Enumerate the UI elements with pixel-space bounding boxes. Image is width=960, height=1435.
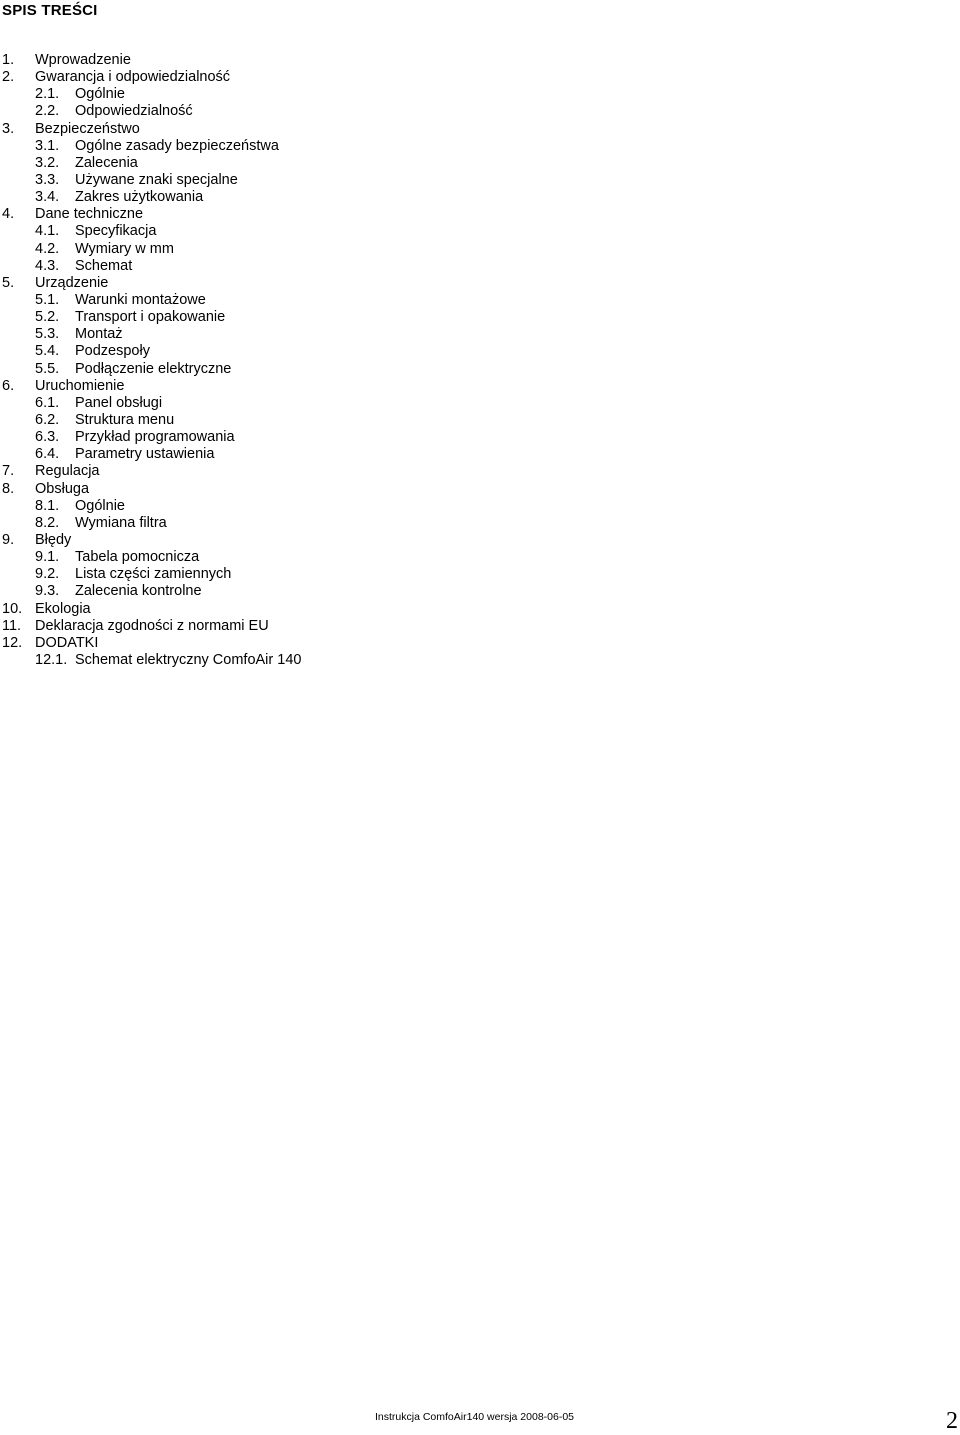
toc-entry-label: Dane techniczne <box>35 206 144 223</box>
toc-entry-number: 6.1. <box>35 394 60 411</box>
toc-entry-label: Bezpieczeństwo <box>35 120 140 137</box>
toc-entry-label: Obsługa <box>35 480 90 497</box>
toc-entry-number: 9.1. <box>35 549 60 566</box>
toc-entry-label: Wymiana filtra <box>75 514 167 531</box>
toc-entry-label: Schemat elektryczny ComfoAir 140 <box>75 651 302 668</box>
toc-entry-number: 5.2. <box>35 309 60 326</box>
toc-entry-number: 9.2. <box>35 566 60 583</box>
toc-entry-number: 12.1. <box>35 651 68 668</box>
toc-entry-label: Montaż <box>75 326 123 343</box>
toc-entry-label: Panel obsługi <box>75 394 163 411</box>
toc-entry-number: 6.2. <box>35 411 60 428</box>
toc-entry-number: 3.2. <box>35 154 60 171</box>
toc-entry-label: Błędy <box>35 531 72 548</box>
toc-entry-label: Zalecenia <box>75 154 138 171</box>
toc-entry-label: Lista części zamiennych <box>75 566 232 583</box>
toc-entry-number: 5.5. <box>35 360 60 377</box>
toc-entry-number: 4.2. <box>35 240 60 257</box>
toc-entry-number: 3.3. <box>35 171 60 188</box>
toc-entry-label: Transport i opakowanie <box>75 309 226 326</box>
footer-text: Instrukcja ComfoAir140 wersja 2008-06-05 <box>375 1411 575 1423</box>
toc-entry-label: Podzespoły <box>75 343 150 360</box>
toc-entry-label: Parametry ustawienia <box>75 446 215 463</box>
toc-entry-label: Ogólnie <box>75 497 125 514</box>
toc-entry-number: 2.2. <box>35 103 60 120</box>
toc-entry-number: 9.3. <box>35 583 60 600</box>
toc-entry-label: Wymiary w mm <box>75 240 174 257</box>
toc-entry-number: 12. <box>2 634 23 651</box>
toc-entry-number: 4. <box>2 206 15 223</box>
toc-entry-number: 6.3. <box>35 429 60 446</box>
toc-entry-number: 2. <box>2 69 15 86</box>
toc-entry-label: Przykład programowania <box>75 429 235 446</box>
toc-entry-label: Zakres użytkowania <box>75 189 204 206</box>
toc-entry-label: Ogólne zasady bezpieczeństwa <box>75 137 279 154</box>
toc-entry-label: Tabela pomocnicza <box>75 549 200 566</box>
toc-entry-label: Urządzenie <box>35 274 109 291</box>
toc-entry-number: 11. <box>2 617 22 634</box>
toc-entry-label: Uruchomienie <box>35 377 125 394</box>
toc-entry-number: 5.3. <box>35 326 60 343</box>
toc-entry-number: 8.2. <box>35 514 60 531</box>
toc-entry-number: 6. <box>2 377 15 394</box>
toc-entry-label: Ogólnie <box>75 86 125 103</box>
toc-entry-label: Specyfikacja <box>75 223 157 240</box>
toc-entry-label: DODATKI <box>35 634 99 651</box>
toc-entry-label: Warunki montażowe <box>75 291 206 308</box>
toc-entry-number: 3.1. <box>35 137 60 154</box>
toc-entry-number: 10. <box>2 600 23 617</box>
toc-entry-number: 8. <box>2 480 15 497</box>
toc-entry-label: Wprowadzenie <box>35 52 131 68</box>
toc-entry-label: Regulacja <box>35 463 100 480</box>
toc-entry-label: Odpowiedzialność <box>75 103 193 120</box>
toc-entry-number: 5. <box>2 274 15 291</box>
toc-entry-number: 4.1. <box>35 223 60 240</box>
toc-entry-label: Ekologia <box>35 600 91 617</box>
toc-entry-number: 3.4. <box>35 189 60 206</box>
page-number: 2 <box>946 1408 958 1434</box>
toc-entry-number: 5.4. <box>35 343 60 360</box>
toc-entry-label: Gwarancja i odpowiedzialność <box>35 69 231 86</box>
toc-entry-number: 4.3. <box>35 257 60 274</box>
toc-entry-number: 2.1. <box>35 86 60 103</box>
page-title: SPIS TREŚCI <box>2 2 98 19</box>
toc-entry-number: 6.4. <box>35 446 60 463</box>
toc-entry-label: Schemat <box>75 257 133 274</box>
toc-entry-number: 1. <box>2 52 15 68</box>
toc-entry-number: 5.1. <box>35 291 60 308</box>
toc-entry-label: Struktura menu <box>75 411 175 428</box>
toc-entry-number: 3. <box>2 120 15 137</box>
toc-entry-label: Podłączenie elektryczne <box>75 360 232 377</box>
toc-entry-number: 9. <box>2 531 15 548</box>
toc-entry-label: Deklaracja zgodności z normami EU <box>35 617 269 634</box>
toc-entry-number: 7. <box>2 463 15 480</box>
toc-entry-number: 8.1. <box>35 497 60 514</box>
toc-entry-label: Zalecenia kontrolne <box>75 583 202 600</box>
toc-entry-label: Używane znaki specjalne <box>75 171 238 188</box>
